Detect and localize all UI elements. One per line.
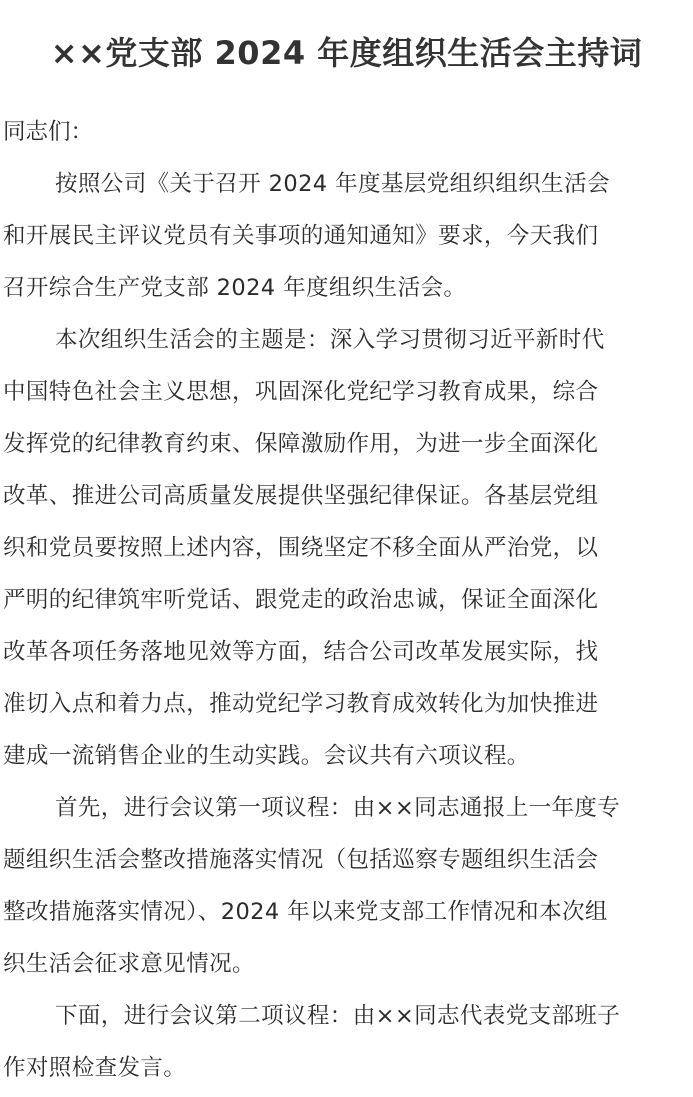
paragraph-line: 改革、推进公司高质量发展提供坚强纪律保证。各基层党组 [3, 483, 599, 509]
title-suffix: 年度组织生活会主持词 [305, 34, 643, 72]
paragraph-meeting-theme [0, 314, 693, 782]
paragraph-line: 严明的纪律筑牢听党话、跟党走的政治忠诚，保证全面深化 [3, 587, 599, 613]
title-year: 2024 [214, 34, 306, 72]
paragraph-line: 准切入点和着力点，推动党纪学习教育成效转化为加快推进 [3, 691, 599, 717]
paragraph-agenda-item-2 [0, 990, 693, 1094]
paragraph-line: 改革各项任务落地见效等方面，结合公司改革发展实际，找 [3, 639, 599, 665]
document-title [0, 0, 693, 80]
paragraph-line: 本次组织生活会的主题是：深入学习贯彻习近平新时代 [55, 327, 605, 353]
paragraph-line: 织生活会征求意见情况。 [3, 951, 255, 977]
paragraph-line: 下面，进行会议第二项议程：由××同志代表党支部班子 [55, 1003, 621, 1029]
paragraph-line: 召开综合生产党支部 2024 年度组织生活会。 [3, 275, 467, 301]
paragraph-meeting-notice [0, 158, 693, 314]
document-body [0, 158, 693, 1094]
paragraph-line: 和开展民主评议党员有关事项的通知通知》要求，今天我们 [3, 223, 599, 249]
paragraph-line: 中国特色社会主义思想，巩固深化党纪学习教育成果，综合 [3, 379, 599, 405]
title-prefix: ××党支部 [50, 34, 215, 72]
paragraph-line: 织和党员要按照上述内容，围绕坚定不移全面从严治党，以 [3, 535, 599, 561]
paragraph-line: 发挥党的纪律教育约束、保障激励作用，为进一步全面深化 [3, 431, 599, 457]
paragraph-agenda-item-1 [0, 782, 693, 990]
paragraph-line: 题组织生活会整改措施落实情况（包括巡察专题组织生活会 [3, 847, 599, 873]
paragraph-line: 按照公司《关于召开 2024 年度基层党组织组织生活会 [55, 171, 610, 197]
paragraph-line: 整改措施落实情况）、2024 年以来党支部工作情况和本次组 [3, 899, 608, 925]
paragraph-line: 建成一流销售企业的生动实践。会议共有六项议程。 [3, 743, 530, 769]
salutation: 同志们： [3, 119, 94, 145]
paragraph-line: 首先，进行会议第一项议程：由××同志通报上一年度专 [55, 795, 621, 821]
paragraph-line: 作对照检查发言。 [3, 1055, 187, 1081]
